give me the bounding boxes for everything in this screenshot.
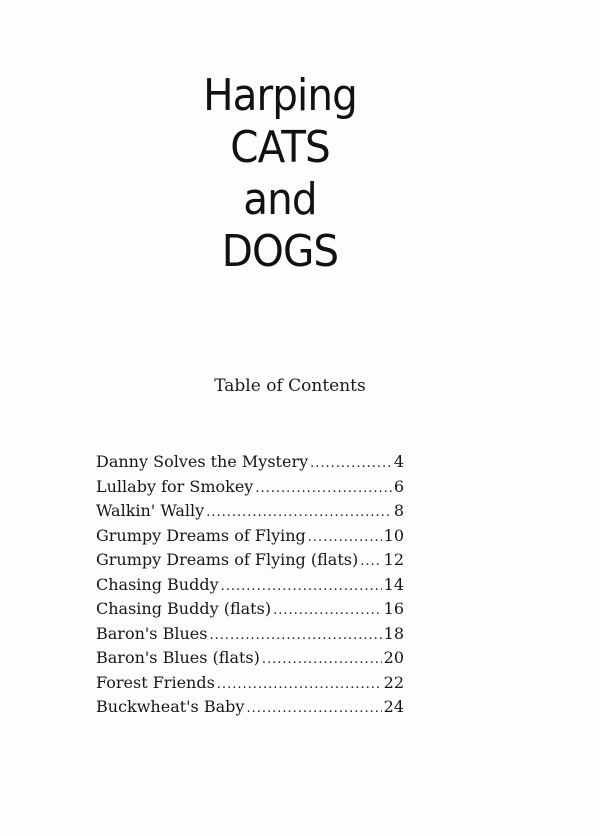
toc-entry-title: Forest Friends	[96, 672, 215, 692]
toc-entry	[96, 477, 404, 502]
toc-entry-title: Danny Solves the Mystery	[96, 452, 309, 471]
dot-leader	[255, 481, 391, 496]
toc-entry-page: 12	[383, 550, 404, 569]
toc-entry-page: 20	[383, 648, 404, 667]
toc-entry-title: Baron's Blues (flats)	[96, 648, 260, 667]
dot-leader	[360, 554, 381, 569]
toc-entry	[96, 452, 404, 477]
title-line: and	[243, 174, 317, 225]
toc-entry-title: Chasing Buddy (flats)	[96, 599, 272, 618]
dot-leader	[209, 628, 381, 643]
toc-entry	[96, 624, 404, 649]
toc-entry-page: 14	[383, 574, 404, 594]
title-line: Harping	[203, 70, 357, 121]
toc-entry	[96, 526, 404, 551]
dot-leader	[262, 652, 382, 667]
toc-entry-page: 18	[383, 623, 404, 643]
toc-entry-title: Walkin' Wally	[96, 501, 205, 520]
toc-entry-page: 8	[393, 501, 404, 520]
toc-heading: Table of Contents	[214, 376, 366, 396]
dot-leader	[308, 530, 382, 545]
toc-entry	[96, 575, 404, 600]
dot-leader	[221, 579, 382, 594]
toc-entry-title: Baron's Blues	[96, 623, 208, 643]
toc-entry	[96, 648, 404, 673]
toc-entry-title: Buckwheat's Baby	[96, 697, 245, 716]
book-title	[0, 70, 560, 278]
toc-entry	[96, 501, 404, 526]
toc-entry-page: 22	[383, 672, 404, 692]
toc-entry	[96, 673, 404, 698]
toc-entry-title: Grumpy Dreams of Flying (flats)	[96, 550, 359, 569]
toc-entry	[96, 599, 404, 624]
toc-entry-title: Lullaby for Smokey	[96, 476, 254, 496]
toc-entry	[96, 550, 404, 575]
toc-entry	[96, 697, 404, 722]
table-of-contents	[96, 452, 404, 722]
dot-leader	[206, 505, 392, 520]
toc-entry-title: Chasing Buddy	[96, 574, 219, 594]
dot-leader	[310, 456, 392, 471]
toc-entry-page: 16	[383, 599, 404, 618]
toc-entry-page: 10	[383, 525, 404, 545]
dot-leader	[217, 677, 382, 692]
toc-entry-page: 4	[393, 452, 404, 471]
title-line: CATS	[230, 122, 330, 173]
title-line: DOGS	[221, 226, 339, 277]
toc-entry-title: Grumpy Dreams of Flying	[96, 525, 306, 545]
toc-entry-page: 6	[393, 476, 404, 496]
toc-entry-page: 24	[383, 697, 404, 716]
dot-leader	[273, 603, 382, 618]
dot-leader	[246, 701, 381, 716]
